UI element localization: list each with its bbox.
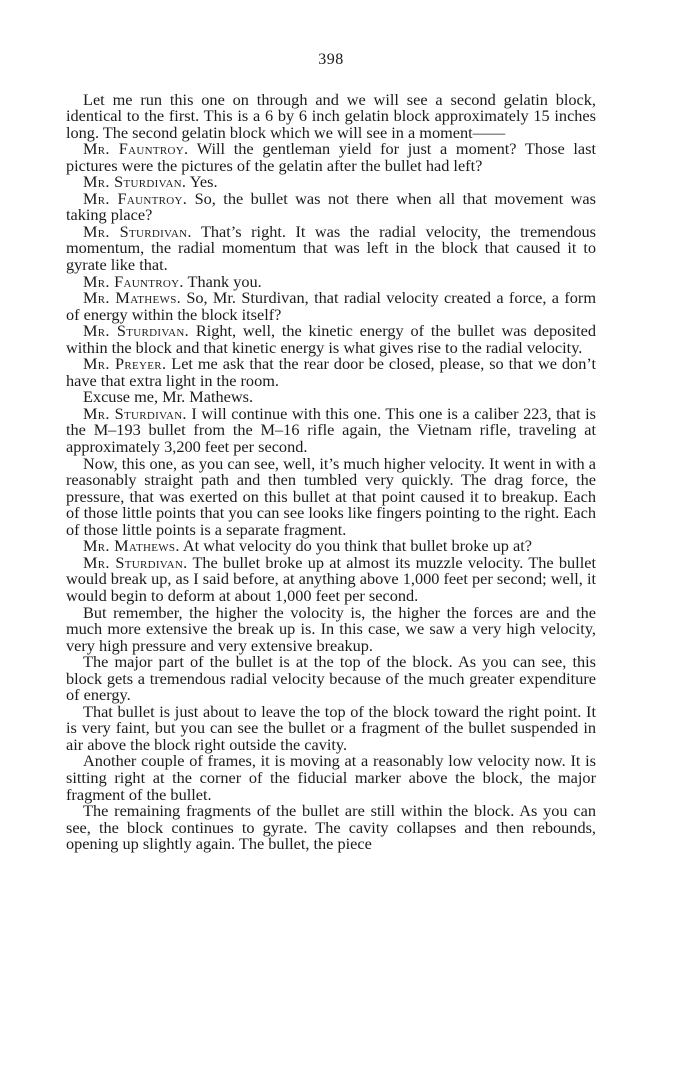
paragraph: [66, 89, 596, 142]
paragraph-text: Right, well, the kinetic energy of the bullet was deposited within the block and that kinetic energy is what gives rise to the radial velocity.: [66, 321, 596, 357]
paragraph-text: But remember, the higher the volocity is, the higher the forces are and the much more extensive the break up is. In this case, we saw a very high velocity, very high pressure and very extensive breakup.: [66, 602, 596, 655]
paragraph: [66, 701, 596, 754]
speaker-name: Mr. Preyer.: [83, 354, 167, 374]
paragraph: [66, 188, 596, 225]
paragraph-text: Yes.: [186, 172, 218, 192]
paragraph-text: At what velocity do you think that bullet broke up at?: [179, 536, 532, 556]
paragraph: [66, 753, 596, 803]
paragraph-text: Let me ask that the rear door be closed, please, so that we don’t have that extra light in the room.: [66, 354, 596, 390]
paragraph: [66, 403, 596, 457]
paragraph-text: Let me run this one on through and we will see a second gelatin block, identical to the first. This is a 6 by 6 inch gelatin block approximately 15 inches long. The second gelatin block which we will see in a moment——: [66, 89, 596, 142]
page-number: 398: [318, 51, 344, 68]
paragraph-text: I will continue with this one. This one is a caliber 223, that is the M–193 bullet from the M–16 rifle again, the Vietnam rifle, traveling at approximately 3,200 feet per second.: [66, 403, 596, 457]
paragraph-text: That bullet is just about to leave the top of the block toward the right point. It is very faint, but you can see the bullet or a fragment of the bullet suspended in air above the block right outside the cavity.: [66, 701, 596, 754]
speaker-name: Mr. Sturdivan.: [83, 321, 190, 341]
speaker-name: Mr. Mathews.: [83, 288, 181, 308]
paragraph-text: Will the gentleman yield for just a moment? Those last pictures were the pictures of the gelatin after the bullet had left?: [66, 139, 597, 175]
document-page: [66, 52, 596, 853]
speaker-name: Mr. Sturdivan.: [83, 221, 192, 241]
paragraph: [66, 221, 596, 275]
paragraph-text: The remaining fragments of the bullet are still within the block. As you can see, the block continues to gyrate. The cavity collapses and then rebounds, opening up slightly again. The bullet, the piece: [66, 801, 596, 854]
speaker-name: Mr. Sturdivan.: [83, 552, 188, 572]
paragraph-text: That’s right. It was the radial velocity, the tremendous momentum, the radial momentum that was left in the block that caused it to gyrate like that.: [66, 221, 596, 275]
paragraph: [66, 141, 596, 174]
paragraph: [66, 552, 596, 605]
speaker-name: Mr. Sturdivan.: [83, 172, 187, 192]
paragraph: [66, 602, 596, 655]
paragraph: [66, 323, 596, 356]
paragraph-text: The major part of the bullet is at the top of the block. As you can see, this block gets a tremendous radial velocity because of the much greater expenditure of energy.: [66, 652, 596, 705]
speaker-name: Mr. Fauntroy.: [83, 139, 189, 159]
paragraph-text: The bullet broke up at almost its muzzle velocity. The bullet would break up, as I said before, at anything above 1,000 feet per second; well, it would begin to deform at about 1,000 feet per second.: [66, 552, 596, 605]
speaker-name: Mr. Fauntroy.: [83, 188, 188, 208]
paragraph-text: Excuse me, Mr. Mathews.: [83, 387, 254, 407]
paragraph: [66, 654, 596, 704]
speaker-name: Mr. Mathews.: [83, 536, 180, 556]
paragraph-text: So, Mr. Sturdivan, that radial velocity created a force, a form of energy within the block itself?: [66, 288, 596, 324]
paragraph-text: Another couple of frames, it is moving at a reasonably low velocity now. It is sitting right at the corner of the fiducial marker above the block, the major fragment of the bullet.: [66, 751, 596, 804]
paragraph-text: Now, this one, as you can see, well, it’s much higher velocity. It went in with a reasonably straight path and then tumbled very quickly. The drag force, the pressure, that was exerted on this bullet at that point caused it to breakup. Each of those little points that you can see looks like fingers pointing to the right. Each of those little points is a separate fragment.: [66, 453, 596, 539]
paragraph-text: So, the bullet was not there when all that movement was taking place?: [66, 188, 596, 225]
body-text: [66, 89, 597, 854]
paragraph-text: Thank you.: [183, 271, 262, 291]
paragraph: [66, 290, 596, 323]
paragraph: [66, 803, 596, 853]
speaker-name: Mr. Sturdivan.: [83, 403, 187, 423]
paragraph: [66, 453, 596, 539]
speaker-name: Mr. Fauntroy.: [83, 271, 184, 291]
paragraph: [66, 356, 596, 389]
